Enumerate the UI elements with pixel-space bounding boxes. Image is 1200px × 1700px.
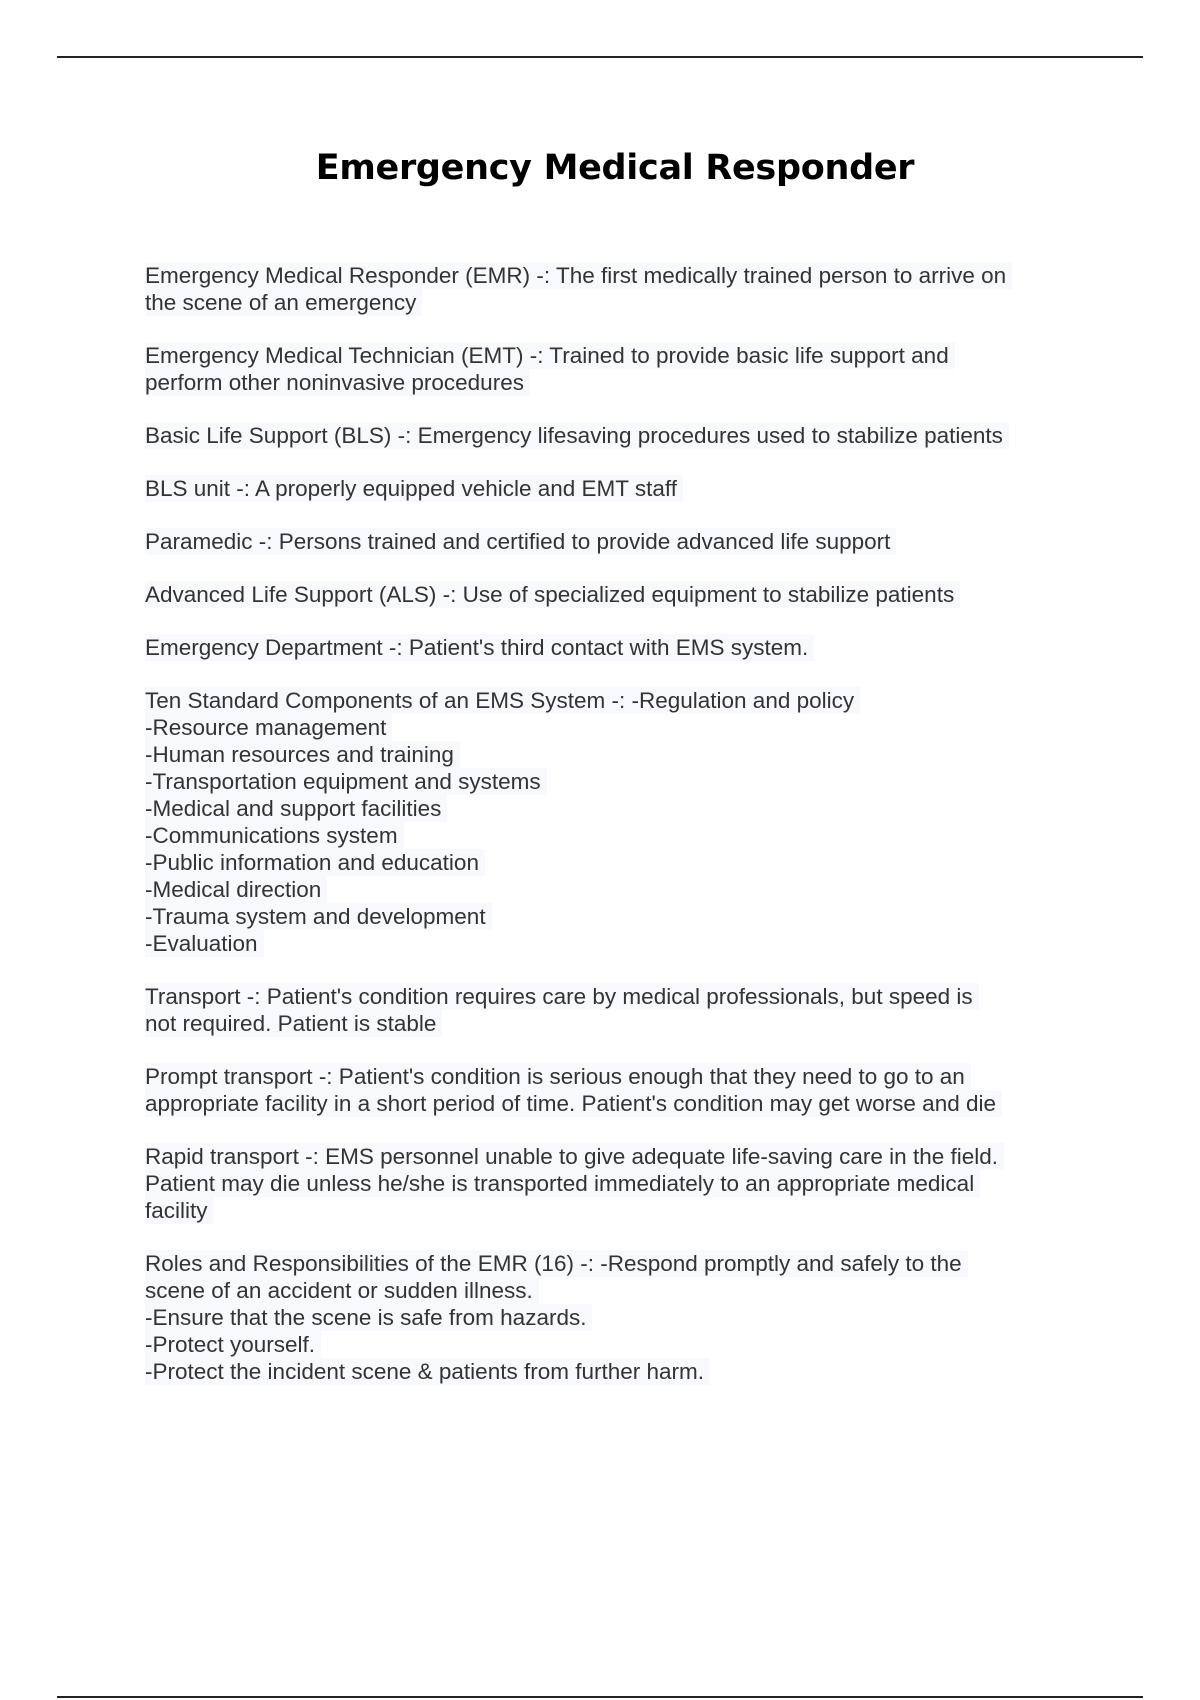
entry-prompt-transport	[145, 1063, 1145, 1117]
footer-rule	[57, 1696, 1143, 1698]
entry-line: not required. Patient is stable	[145, 1010, 442, 1037]
entry-line: Advanced Life Support (ALS) -: Use of specialized equipment to stabilize patients	[145, 581, 960, 608]
entry-line: Roles and Responsibilities of the EMR (16) -: -Respond promptly and safely to the	[145, 1250, 968, 1277]
entry-line: Emergency Medical Responder (EMR) -: The first medically trained person to arrive on	[145, 262, 1012, 289]
entry-line: Emergency Department -: Patient's third contact with EMS system.	[145, 634, 814, 661]
entry-line: -Medical direction	[145, 876, 327, 903]
entry-emt	[145, 342, 1145, 396]
entry-line: the scene of an emergency	[145, 289, 422, 316]
entry-line: perform other noninvasive procedures	[145, 369, 530, 396]
entry-bls-unit	[145, 475, 1145, 502]
entry-line: -Protect yourself.	[145, 1331, 321, 1358]
entry-line: -Transportation equipment and systems	[145, 768, 547, 795]
entry-line: Basic Life Support (BLS) -: Emergency lifesaving procedures used to stabilize patients	[145, 422, 1009, 449]
flashcard-list	[145, 262, 1145, 1411]
entry-line: -Evaluation	[145, 930, 264, 957]
page-title: Emergency Medical Responder	[315, 148, 915, 188]
entry-line: -Medical and support facilities	[145, 795, 447, 822]
entry-line: Patient may die unless he/she is transported immediately to an appropriate medical	[145, 1170, 980, 1197]
entry-line: -Human resources and training	[145, 741, 460, 768]
entry-line: Paramedic -: Persons trained and certified to provide advanced life support	[145, 528, 896, 555]
entry-line: BLS unit -: A properly equipped vehicle and EMT staff	[145, 475, 683, 502]
entry-emr-roles	[145, 1250, 1145, 1385]
entry-line: appropriate facility in a short period of time. Patient's condition may get worse and die	[145, 1090, 1002, 1117]
entry-emergency-department	[145, 634, 1145, 661]
entry-line: facility	[145, 1197, 214, 1224]
entry-line: -Ensure that the scene is safe from hazards.	[145, 1304, 592, 1331]
entry-line: Rapid transport -: EMS personnel unable to give adequate life-saving care in the field.	[145, 1143, 1004, 1170]
entry-line: -Public information and education	[145, 849, 485, 876]
entry-line: Ten Standard Components of an EMS System -: -Regulation and policy	[145, 687, 860, 714]
entry-line: scene of an accident or sudden illness.	[145, 1277, 539, 1304]
entry-paramedic	[145, 528, 1145, 555]
entry-line: -Trauma system and development	[145, 903, 492, 930]
entry-line: Emergency Medical Technician (EMT) -: Trained to provide basic life support and	[145, 342, 955, 369]
entry-line: -Protect the incident scene & patients from further harm.	[145, 1358, 710, 1385]
entry-emr	[145, 262, 1145, 316]
entry-line: Transport -: Patient's condition requires care by medical professionals, but speed is	[145, 983, 979, 1010]
entry-rapid-transport	[145, 1143, 1145, 1224]
entry-transport	[145, 983, 1145, 1037]
entry-line: Prompt transport -: Patient's condition is serious enough that they need to go to an	[145, 1063, 971, 1090]
entry-ems-components	[145, 687, 1145, 957]
entry-bls	[145, 422, 1145, 449]
entry-line: -Resource management	[145, 714, 392, 741]
header-rule	[57, 56, 1143, 58]
entry-als	[145, 581, 1145, 608]
entry-line: -Communications system	[145, 822, 404, 849]
